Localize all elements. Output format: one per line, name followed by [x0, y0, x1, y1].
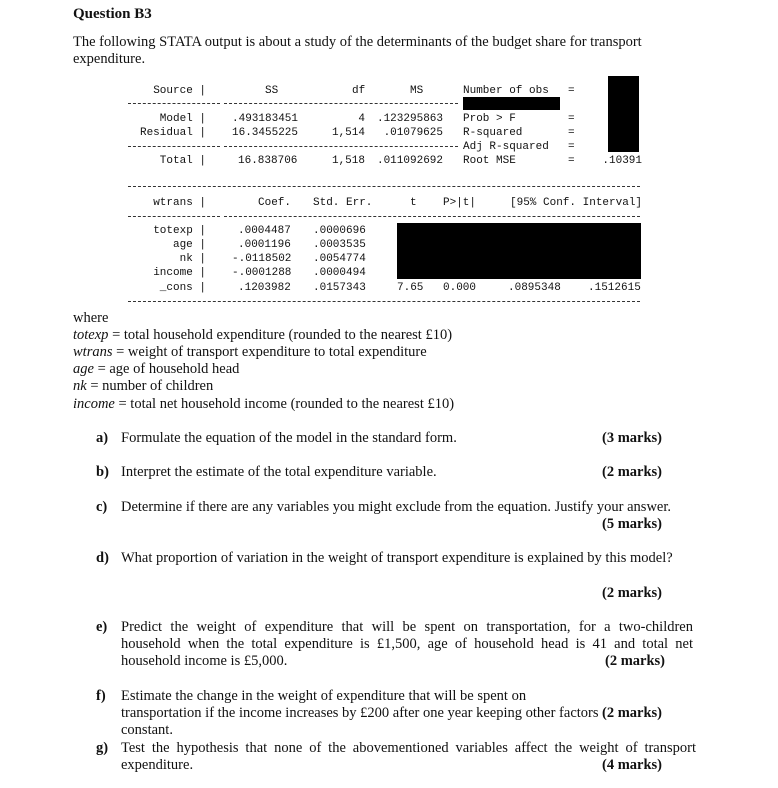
- question-d-marks: (2 marks): [602, 585, 663, 601]
- coef-header-coef: Coef.: [258, 197, 292, 209]
- question-text: Estimate the change in the weight of expenditure that will be spent on transportation if the income increases by £200 after one year keeping other factors constant.: [121, 688, 599, 738]
- question-label: g): [96, 740, 109, 756]
- definition-totexp: [73, 327, 452, 344]
- definition-text: = age of household head: [93, 361, 240, 377]
- coef-row-cons-coef: .1203982: [238, 282, 291, 294]
- coef-row-income-var: income |: [153, 267, 206, 279]
- coef-row-cons-ci-low: .0895348: [508, 282, 561, 294]
- coef-row-cons-var: _cons |: [159, 282, 206, 294]
- question-label: c): [96, 499, 108, 515]
- anova-header-ms: MS: [410, 85, 424, 97]
- anova-row-residual-ms: .01079625: [383, 127, 443, 139]
- question-text: Interpret the estimate of the total expenditure variable.: [121, 464, 437, 480]
- anova-row-residual-source: Residual |: [139, 127, 206, 139]
- definition-term: nk: [73, 378, 87, 394]
- question-a-marks: (3 marks): [602, 430, 663, 446]
- redaction-coef-stats: [397, 223, 641, 279]
- definition-income: [73, 396, 454, 413]
- definition-text: = weight of transport expenditure to total expenditure: [112, 344, 427, 360]
- stat-adj-r-squared-label: Adj R-squared: [463, 141, 549, 153]
- coef-row-nk-se: .0054774: [313, 253, 366, 265]
- stat-prob-f-label: Prob > F: [463, 113, 516, 125]
- anova-row-model-ss: .493183451: [232, 113, 299, 125]
- coef-header-t: t: [410, 197, 417, 209]
- question-label: a): [96, 430, 109, 446]
- question-text: Determine if there are any variables you might exclude from the equation. Justify your answer.: [121, 499, 672, 515]
- definition-wtrans: [73, 344, 427, 361]
- anova-row-total-ms: .011092692: [376, 155, 443, 167]
- coef-header-p: P>|t|: [443, 197, 477, 209]
- question-f-marks: (2 marks): [602, 705, 663, 721]
- anova-divider-left: [128, 103, 220, 104]
- question-text: What proportion of variation in the weight of transport expenditure is explained by this model?: [121, 550, 673, 566]
- coef-row-nk-coef: -.0118502: [232, 253, 292, 265]
- question-text: Formulate the equation of the model in the standard form.: [121, 430, 457, 446]
- where-label: where: [73, 310, 109, 326]
- anova-row-residual-df: 1,514: [331, 127, 365, 139]
- anova-row-total-ss: 16.838706: [238, 155, 298, 167]
- stat-adj-r-squared-eq: =: [568, 141, 575, 153]
- anova-row-residual-ss: 16.3455225: [232, 127, 299, 139]
- question-label: f): [96, 688, 106, 704]
- anova-row-total-df: 1,518: [331, 155, 365, 167]
- coef-row-totexp-se: .0000696: [313, 225, 366, 237]
- anova-row-model-ms: .123295863: [376, 113, 443, 125]
- anova-divider-right: [224, 103, 458, 104]
- anova-header-eq: =: [568, 85, 575, 97]
- anova-header-source: Source |: [153, 85, 206, 97]
- stat-r-squared-label: R-squared: [463, 127, 523, 139]
- coef-row-totexp-var: totexp |: [153, 225, 206, 237]
- anova-header-df: df: [352, 85, 366, 97]
- question-label: e): [96, 619, 108, 635]
- stat-root-mse-label: Root MSE: [463, 155, 516, 167]
- question-title: Question B3: [73, 6, 152, 22]
- definition-text: = total household expenditure (rounded to the nearest £10): [108, 327, 453, 343]
- definition-term: income: [73, 396, 115, 412]
- coef-row-age-var: age |: [172, 239, 206, 251]
- intro-line-1: The following STATA output is about a study of the determinants of the budget share for transport: [73, 34, 642, 50]
- stat-root-mse-eq: =: [568, 155, 575, 167]
- redaction-number-of-obs: [463, 97, 560, 110]
- redaction-model-stats: [608, 76, 639, 152]
- coef-header-divider-left: [128, 216, 220, 217]
- stat-root-mse-value: .10391: [602, 155, 642, 167]
- question-g-marks: (4 marks): [602, 757, 663, 773]
- anova-total-divider-left: [128, 146, 220, 147]
- intro-line-2: expenditure.: [73, 51, 146, 67]
- coef-header-var: wtrans |: [153, 197, 206, 209]
- definition-text: = number of children: [86, 378, 214, 394]
- question-label: b): [96, 464, 109, 480]
- question-c-marks: (5 marks): [602, 516, 663, 532]
- coef-header-se: Std. Err.: [313, 197, 373, 209]
- coef-row-age-se: .0003535: [313, 239, 366, 251]
- coef-row-income-coef: -.0001288: [232, 267, 292, 279]
- definition-age: [73, 361, 239, 378]
- coef-row-nk-var: nk |: [179, 253, 206, 265]
- coef-row-cons-ci-high: .1512615: [588, 282, 641, 294]
- definition-term: totexp: [73, 327, 109, 343]
- coef-top-divider: [128, 186, 640, 187]
- anova-row-total-source: Total |: [159, 155, 206, 167]
- anova-total-divider-right: [224, 146, 458, 147]
- question-text: Predict the weight of expenditure that will be spent on transportation, for a two-children household when the total expenditure is £1,500, age of household head is 41 and total net household income is £5,000.: [121, 619, 693, 669]
- coef-row-cons-t: 7.65: [397, 282, 424, 294]
- definition-term: age: [73, 361, 94, 377]
- definition-text: = total net household income (rounded to the nearest £10): [114, 396, 455, 412]
- coef-header-ci: [95% Conf. Interval]: [510, 197, 643, 209]
- stat-r-squared-eq: =: [568, 127, 575, 139]
- question-b-marks: (2 marks): [602, 464, 663, 480]
- anova-row-model-df: 4: [358, 113, 365, 125]
- anova-row-model-source: Model |: [159, 113, 206, 125]
- question-text: Test the hypothesis that none of the abovementioned variables affect the weight of transport expenditure.: [121, 740, 696, 773]
- question-label: d): [96, 550, 109, 566]
- coef-row-age-coef: .0001196: [238, 239, 291, 251]
- anova-header-ss: SS: [265, 85, 279, 97]
- anova-header-nobs: Number of obs: [463, 85, 549, 97]
- coef-row-totexp-coef: .0004487: [238, 225, 291, 237]
- question-e-marks: (2 marks): [605, 653, 666, 669]
- coef-header-divider-right: [224, 216, 640, 217]
- coef-row-cons-p: 0.000: [443, 282, 477, 294]
- stat-prob-f-eq: =: [568, 113, 575, 125]
- coef-row-cons-se: .0157343: [313, 282, 366, 294]
- definition-nk: [73, 378, 213, 395]
- definition-term: wtrans: [73, 344, 113, 360]
- coef-bottom-divider: [128, 301, 640, 302]
- coef-row-income-se: .0000494: [313, 267, 366, 279]
